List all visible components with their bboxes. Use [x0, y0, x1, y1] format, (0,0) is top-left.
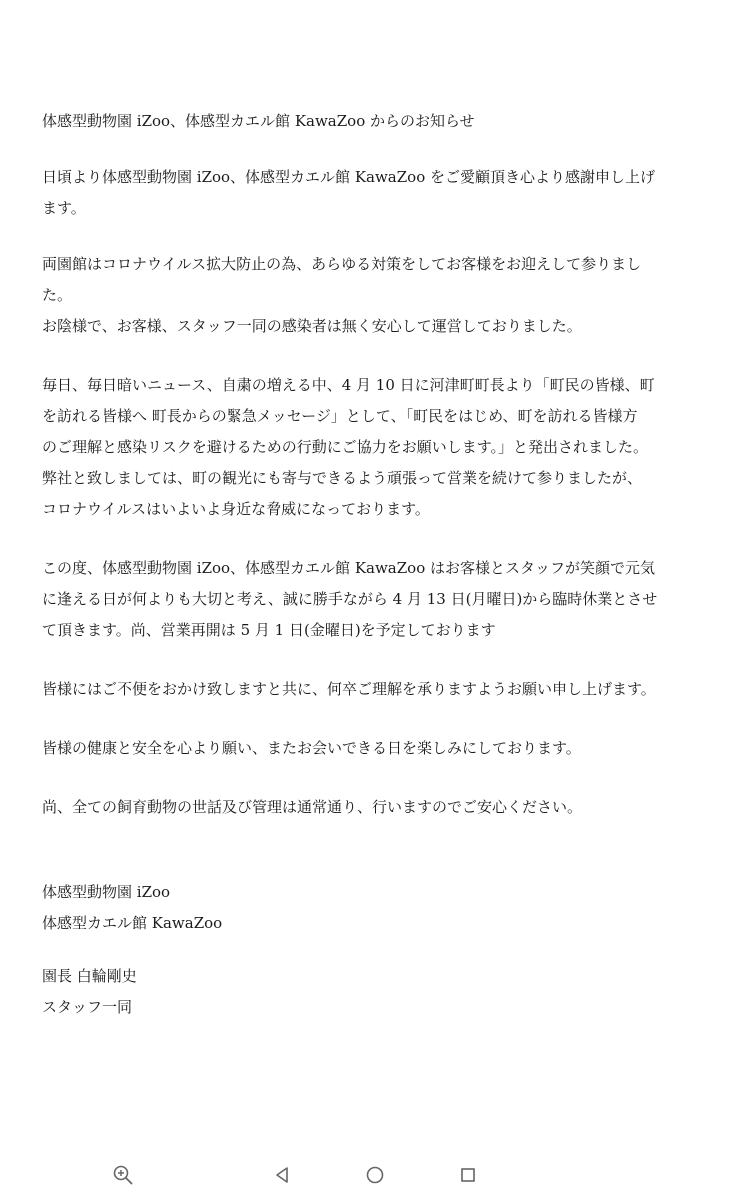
home-icon[interactable] — [363, 1163, 387, 1187]
paragraph-greeting — [42, 162, 712, 224]
system-navigation-bar — [0, 1150, 750, 1200]
paragraph-wishes: 皆様の健康と安全を心より願い、またお会いできる日を楽しみにしております。 — [42, 739, 581, 757]
signature-org-izoo: 体感型動物園 iZoo — [42, 883, 171, 901]
back-icon[interactable] — [270, 1163, 294, 1187]
text-line: を訪れる皆様へ 町長からの緊急メッセージ」として、「町民をはじめ、町を訪れる皆様方 — [42, 407, 638, 425]
signature-staff: スタッフ一同 — [42, 998, 133, 1016]
text-line: に逢える日が何よりも大切と考え、誠に勝手ながら 4 月 13 日(月曜日)から臨時休業とさせ — [42, 590, 658, 608]
paragraph-measures — [42, 249, 712, 342]
text-line: お陰様で、お客様、スタッフ一同の感染者は無く安心して運営しておりました。 — [42, 317, 582, 335]
recents-icon[interactable] — [456, 1163, 480, 1187]
signature-block — [42, 877, 712, 1023]
paragraph-closure — [42, 553, 712, 646]
signature-director: 園長 白輪剛史 — [42, 967, 137, 985]
document-body — [42, 106, 712, 1023]
text-line: コロナウイルスはいよいよ身近な脅威になっております。 — [42, 500, 430, 518]
text-line: 両園館はコロナウイルス拡大防止の為、あらゆる対策をしてお客様をお迎えして参りまし — [42, 255, 642, 273]
document-title: 体感型動物園 iZoo、体感型カエル館 KawaZoo からのお知らせ — [42, 112, 475, 130]
text-line: 日頃より体感型動物園 iZoo、体感型カエル館 KawaZoo をご愛顧頂き心より感謝申し上げ — [42, 168, 656, 186]
text-line: のご理解と感染リスクを避けるための行動にご協力をお願いします。」と発出されました。 — [42, 438, 649, 456]
zoom-in-icon[interactable] — [111, 1163, 135, 1187]
paragraph-apology: 皆様にはご不便をおかけ致しますと共に、何卒ご理解を承りますようお願い申し上げます。 — [42, 680, 656, 698]
text-line: ます。 — [42, 199, 86, 217]
text-line: 弊社と致しましては、町の観光にも寄与できるよう頑張って営業を続けて参りましたが、 — [42, 469, 643, 487]
text-line: た。 — [42, 286, 73, 304]
text-line: て頂きます。尚、営業再開は 5 月 1 日(金曜日)を予定しております — [42, 621, 496, 639]
text-line: この度、体感型動物園 iZoo、体感型カエル館 KawaZoo はお客様とスタッフが笑顔で元気 — [42, 559, 656, 577]
signature-org-kawazoo: 体感型カエル館 KawaZoo — [42, 914, 223, 932]
paragraph-animal-care: 尚、全ての飼育動物の世話及び管理は通常通り、行いますのでご安心ください。 — [42, 798, 583, 816]
paragraph-town-message — [42, 370, 712, 525]
text-line: 毎日、毎日暗いニュース、自粛の増える中、4 月 10 日に河津町町長より「町民の皆様、町 — [42, 376, 655, 394]
